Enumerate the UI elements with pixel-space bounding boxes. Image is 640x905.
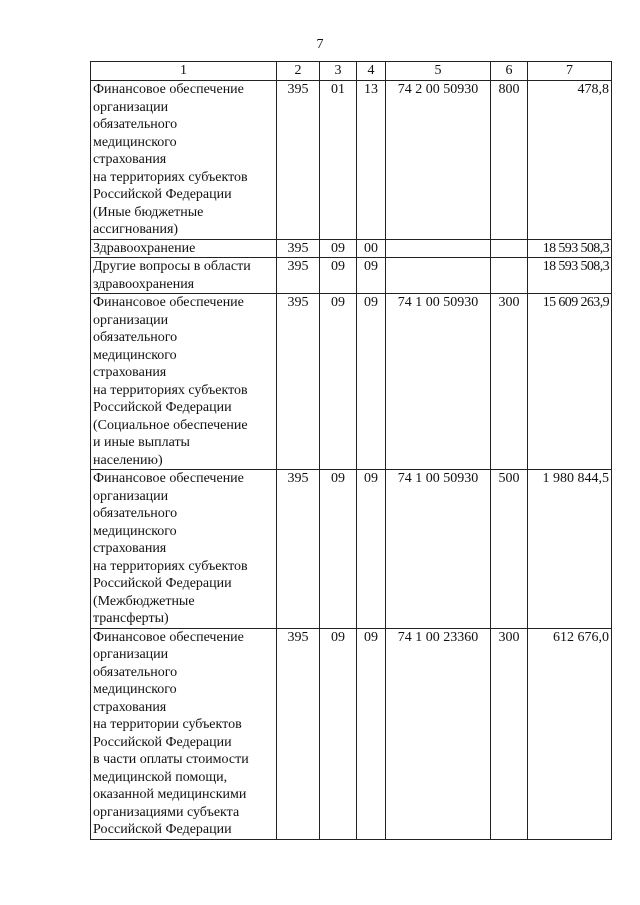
row-name-line: организации	[93, 312, 169, 328]
section-code-cell: 09	[320, 628, 357, 839]
ministry-code-cell: 395	[277, 258, 320, 294]
row-name-cell	[91, 239, 277, 258]
row-name-line: оказанной медицинскими	[93, 787, 247, 802]
row-name-line: Финансовое обеспечение	[93, 295, 244, 310]
row-name-line: на территории субъектов	[93, 717, 242, 732]
column-header: 4	[357, 62, 386, 81]
budget-allocation-table	[90, 61, 612, 840]
row-name-line: трансферты)	[93, 611, 169, 626]
subsection-code-cell: 13	[357, 81, 386, 240]
expense-type-cell: 300	[491, 294, 528, 470]
section-code-cell: 09	[320, 294, 357, 470]
row-name-line: организации	[93, 647, 169, 662]
row-name-line: на территориях субъектов	[93, 558, 248, 574]
row-name-line: организации	[93, 488, 169, 504]
subsection-code-cell: 09	[357, 258, 386, 294]
amount-cell: 15 609 263,9	[528, 294, 612, 470]
row-name-line: в части оплаты стоимости	[93, 752, 249, 767]
row-name-cell	[91, 628, 277, 839]
row-name-line: обязательного	[93, 117, 178, 132]
target-code-cell: 74 1 00 50930	[386, 294, 491, 470]
amount-cell: 1 980 844,5	[528, 470, 612, 629]
row-name-line: обязательного	[93, 330, 178, 345]
table-row	[91, 470, 612, 629]
subsection-code-cell: 09	[357, 294, 386, 470]
row-name-cell	[91, 470, 277, 629]
row-name-line: организациями субъекта	[93, 804, 240, 820]
column-header: 3	[320, 62, 357, 81]
table-row	[91, 628, 612, 839]
row-name-line: населению)	[93, 452, 163, 468]
row-name-line: обязательного	[93, 506, 178, 521]
row-name-line: Финансовое обеспечение	[93, 629, 244, 645]
table-row	[91, 81, 612, 240]
row-name-line: на территориях субъектов	[93, 169, 248, 185]
subsection-code-cell: 09	[357, 628, 386, 839]
row-name-line: на территориях субъектов	[93, 382, 248, 398]
section-code-cell: 09	[320, 258, 357, 294]
row-name-cell	[91, 81, 277, 240]
row-name-line: страхования	[93, 541, 167, 556]
target-code-cell	[386, 258, 491, 294]
row-name-line: Финансовое обеспечение	[93, 471, 244, 486]
amount-cell: 612 676,0	[528, 628, 612, 839]
target-code-cell: 74 1 00 50930	[386, 470, 491, 629]
section-code-cell: 09	[320, 239, 357, 258]
ministry-code-cell: 395	[277, 628, 320, 839]
expense-type-cell: 500	[491, 470, 528, 629]
ministry-code-cell: 395	[277, 239, 320, 258]
expense-type-cell	[491, 239, 528, 258]
row-name-line: Российской Федерации	[93, 187, 232, 202]
column-header: 7	[528, 62, 612, 81]
row-name-line: здравоохранения	[93, 276, 195, 292]
ministry-code-cell: 395	[277, 81, 320, 240]
row-name-line: медицинского	[93, 347, 177, 363]
row-name-line: Российской Федерации	[93, 576, 232, 591]
subsection-code-cell: 09	[357, 470, 386, 629]
row-name-line: медицинского	[93, 682, 177, 697]
expense-type-cell: 800	[491, 81, 528, 240]
row-name-line: страхования	[93, 365, 167, 380]
row-name-cell	[91, 258, 277, 294]
table-row	[91, 294, 612, 470]
target-code-cell: 74 1 00 23360	[386, 628, 491, 839]
section-code-cell: 09	[320, 470, 357, 629]
ministry-code-cell: 395	[277, 470, 320, 629]
table-row	[91, 258, 612, 294]
row-name-line: (Социальное обеспечение	[93, 417, 248, 433]
section-code-cell: 01	[320, 81, 357, 240]
target-code-cell	[386, 239, 491, 258]
row-name-line: Другие вопросы в области	[93, 259, 251, 274]
row-name-line: Здравоохранение	[93, 240, 196, 256]
subsection-code-cell: 00	[357, 239, 386, 258]
row-name-line: Финансовое обеспечение	[93, 82, 244, 97]
amount-cell: 478,8	[528, 81, 612, 240]
column-header: 1	[91, 62, 277, 81]
row-name-line: медицинского	[93, 523, 177, 539]
row-name-line: Российской Федерации	[93, 822, 232, 837]
column-header: 5	[386, 62, 491, 81]
row-name-line: (Межбюджетные	[93, 593, 195, 609]
row-name-line: (Иные бюджетные	[93, 204, 204, 220]
column-header: 2	[277, 62, 320, 81]
row-name-line: и иные выплаты	[93, 435, 190, 450]
amount-cell: 18 593 508,3	[528, 258, 612, 294]
amount-cell: 18 593 508,3	[528, 239, 612, 258]
column-header: 6	[491, 62, 528, 81]
table-header-row	[91, 62, 612, 81]
row-name-line: медицинского	[93, 134, 177, 150]
row-name-cell	[91, 294, 277, 470]
row-name-line: организации	[93, 99, 169, 115]
row-name-line: Российской Федерации	[93, 734, 232, 750]
target-code-cell: 74 2 00 50930	[386, 81, 491, 240]
row-name-line: медицинской помощи,	[93, 769, 228, 785]
expense-type-cell	[491, 258, 528, 294]
row-name-line: ассигнования)	[93, 222, 179, 237]
page-number: 7	[316, 37, 324, 52]
row-name-line: страхования	[93, 699, 167, 715]
table-row	[91, 239, 612, 258]
ministry-code-cell: 395	[277, 294, 320, 470]
row-name-line: Российской Федерации	[93, 400, 232, 415]
row-name-line: страхования	[93, 152, 167, 167]
expense-type-cell: 300	[491, 628, 528, 839]
row-name-line: обязательного	[93, 664, 178, 680]
